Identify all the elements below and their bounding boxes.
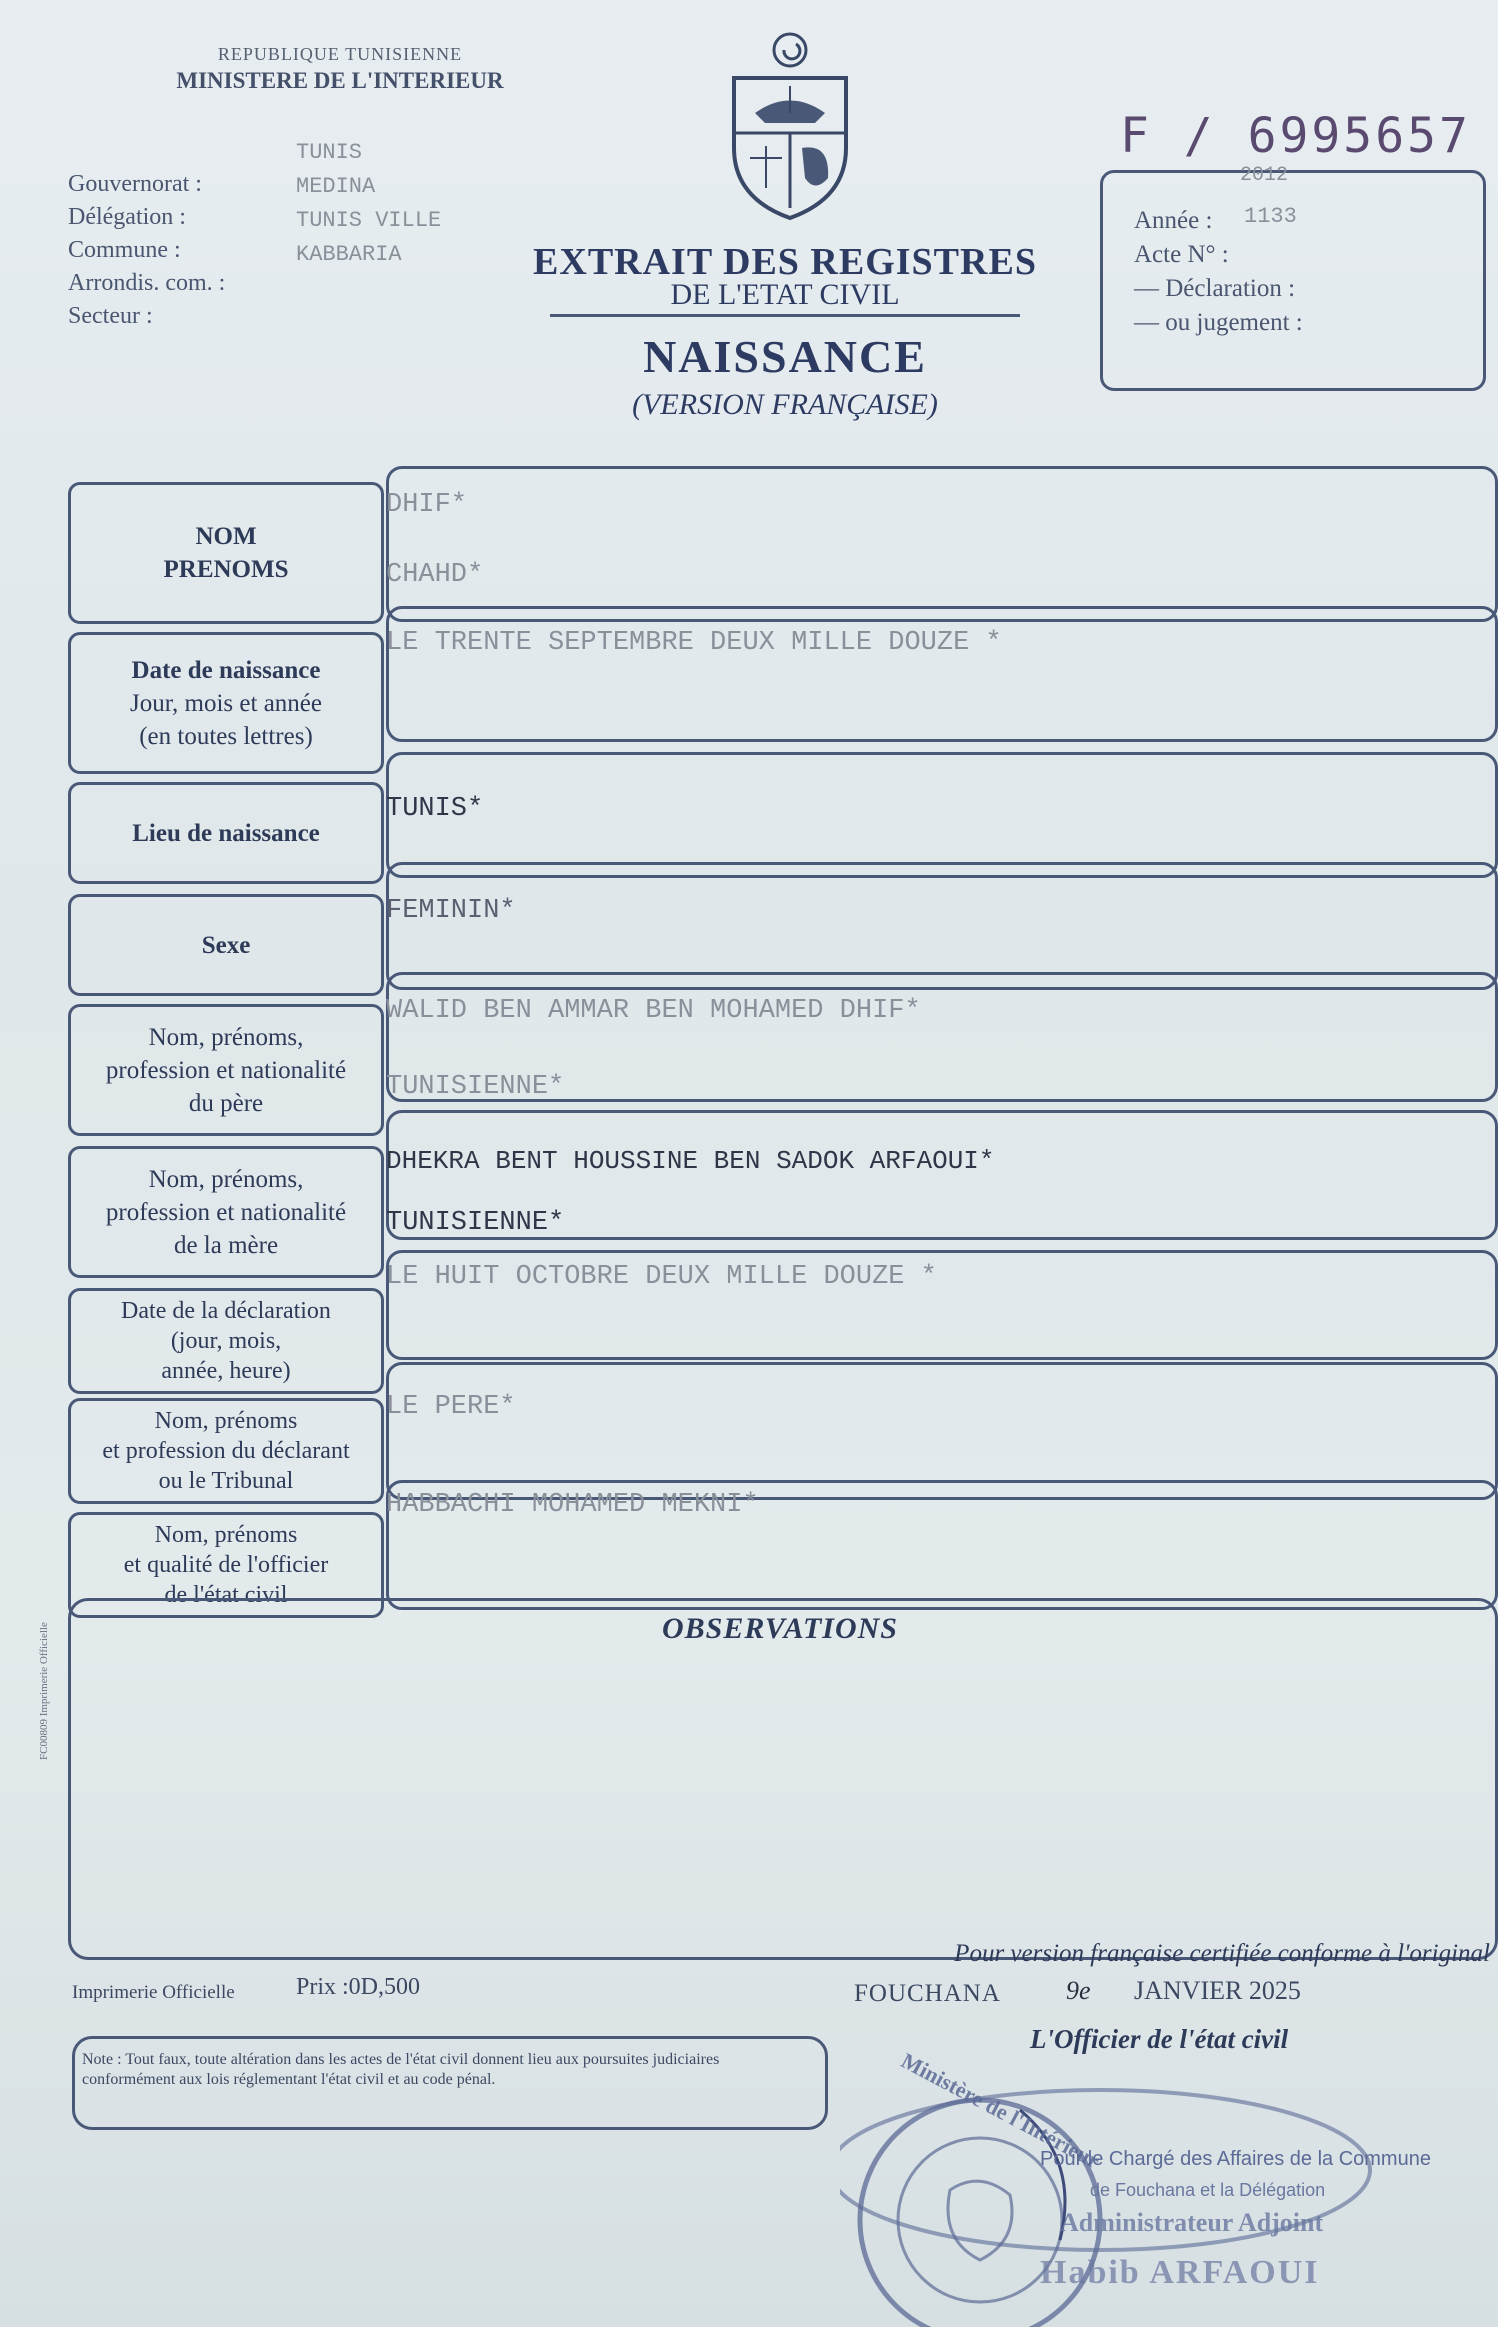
mere-label (68, 1146, 384, 1278)
nom-label: NOM (195, 523, 257, 550)
lieu-box (386, 752, 1498, 878)
title-etat-civil: DE L'ETAT CIVIL (550, 278, 1020, 317)
declarant-label (68, 1398, 384, 1504)
mere-name-value: DHEKRA BENT HOUSSINE BEN SADOK ARFAOUI* (386, 1146, 995, 1176)
serial-number: F / 6995657 (1120, 108, 1471, 164)
nom-value: DHIF* (386, 490, 468, 520)
acte-value: 1133 (1244, 204, 1297, 229)
certification-text: Pour version française certifiée conforme à l'original (954, 1940, 1490, 1967)
title-extrait: EXTRAIT DES REGISTRES (533, 241, 1037, 283)
issue-place: FOUCHANA (854, 1980, 1001, 2007)
issue-day: 9e (1066, 1976, 1091, 2005)
prix-label: Prix :0D,500 (296, 1974, 421, 2000)
officier-label-2: et qualité de l'officier (123, 1552, 329, 1578)
declarant-label-1: Nom, prénoms (154, 1408, 298, 1434)
officier-signature-title: L'Officier de l'état civil (1030, 2024, 1289, 2054)
prenoms-value: CHAHD* (386, 560, 484, 590)
mere-nationality-value: TUNISIENNE* (386, 1208, 565, 1238)
secteur-label: Secteur : (68, 303, 153, 329)
officier-label-3: de l'état civil (164, 1582, 288, 1608)
observations-box (68, 1598, 1498, 1960)
delegation-label: Délégation : (68, 204, 186, 230)
republic-header: REPUBLIQUE TUNISIENNE (217, 44, 463, 64)
declaration-label-3: année, heure) (161, 1358, 291, 1384)
date-naissance-box (386, 606, 1498, 742)
pere-label-3: du père (188, 1089, 264, 1117)
sexe-value: FEMININ* (386, 896, 516, 926)
side-print: FC00809 Imprimerie Officielle (38, 1622, 50, 1760)
nom-value-box (386, 466, 1498, 622)
delegation-value: MEDINA (296, 174, 376, 199)
declaration-date-label (68, 1288, 384, 1394)
sexe-box (386, 862, 1498, 990)
pere-label-2: profession et nationalité (105, 1056, 347, 1084)
coat-of-arms-icon (720, 28, 860, 223)
mere-label-2: profession et nationalité (105, 1198, 347, 1226)
ministry-header: MINISTERE DE L'INTERIEUR (176, 68, 504, 93)
declarant-value: LE PERE* (386, 1392, 516, 1422)
annee-label: Année : (1134, 207, 1213, 234)
date-naissance-label-1: Date de naissance (131, 656, 321, 684)
lieu-value: TUNIS* (386, 794, 484, 824)
date-naissance-value: LE TRENTE SEPTEMBRE DEUX MILLE DOUZE * (386, 628, 1002, 658)
officier-label-1: Nom, prénoms (154, 1522, 298, 1548)
imprimerie-label: Imprimerie Officielle (72, 1982, 235, 2003)
officier-value: HABBACHI MOHAMED MEKNI* (386, 1490, 759, 1520)
stamp-line-1: Pour le Chargé des Affaires de la Commune (1040, 2148, 1431, 2170)
gouvernorat-value: TUNIS (296, 140, 363, 165)
lieu-label-text: Lieu de naissance (132, 819, 320, 847)
arrondissement-label: Arrondis. com. : (68, 270, 226, 296)
pere-label-1: Nom, prénoms, (148, 1023, 304, 1051)
observations-title: OBSERVATIONS (662, 1612, 898, 1645)
stamp-line-4: Habib ARFAOUI (1040, 2254, 1320, 2291)
date-naissance-label-2: Jour, mois et année (129, 689, 322, 717)
declarant-label-3: ou le Tribunal (158, 1468, 294, 1494)
mere-label-3: de la mère (173, 1231, 279, 1259)
prenoms-label: PRENOMS (163, 556, 289, 583)
stamp-ring-text: Ministère de l'Intérieur (897, 2047, 1104, 2174)
note-text: Note : Tout faux, toute altération dans les actes de l'état civil donnent lieu aux poursuites judiciaires conformément aux lois réglementant l'état civil et au code pénal. (82, 2051, 720, 2088)
arrondissement-value: KABBARIA (296, 242, 402, 267)
acte-label: Acte N° : (1134, 241, 1229, 268)
lieu-naissance-label (68, 782, 384, 884)
pere-label (68, 1004, 384, 1136)
commune-label: Commune : (68, 237, 181, 263)
sexe-label-text: Sexe (201, 931, 251, 959)
title-version: (VERSION FRANÇAISE) (632, 388, 938, 421)
stamp-line-2: de Fouchana et la Délégation (1090, 2180, 1326, 2200)
date-naissance-label (68, 632, 384, 774)
commune-value: TUNIS VILLE (296, 208, 442, 233)
declaration-label-2: (jour, mois, (170, 1328, 282, 1354)
jugement-label: — ou jugement : (1134, 309, 1303, 336)
declaration-date-value: LE HUIT OCTOBRE DEUX MILLE DOUZE * (386, 1262, 937, 1292)
declaration-label-1: Date de la déclaration (121, 1298, 331, 1324)
title-naissance: NAISSANCE (643, 331, 927, 382)
declarant-label-2: et profession du déclarant (102, 1438, 350, 1464)
mere-label-1: Nom, prénoms, (148, 1165, 304, 1193)
stamp-line-3: Administrateur Adjoint (1060, 2208, 1324, 2237)
sexe-label (68, 894, 384, 996)
gouvernorat-label: Gouvernorat : (68, 171, 202, 197)
declaration-label: — Déclaration : (1134, 275, 1296, 302)
pere-name-value: WALID BEN AMMAR BEN MOHAMED DHIF* (386, 996, 921, 1026)
issue-date: JANVIER 2025 (1134, 1976, 1301, 2005)
date-naissance-label-3: (en toutes lettres) (139, 722, 313, 750)
nom-prenoms-label (68, 482, 384, 624)
pere-nationality-value: TUNISIENNE* (386, 1072, 565, 1102)
annee-value: 2012 (1240, 164, 1289, 187)
